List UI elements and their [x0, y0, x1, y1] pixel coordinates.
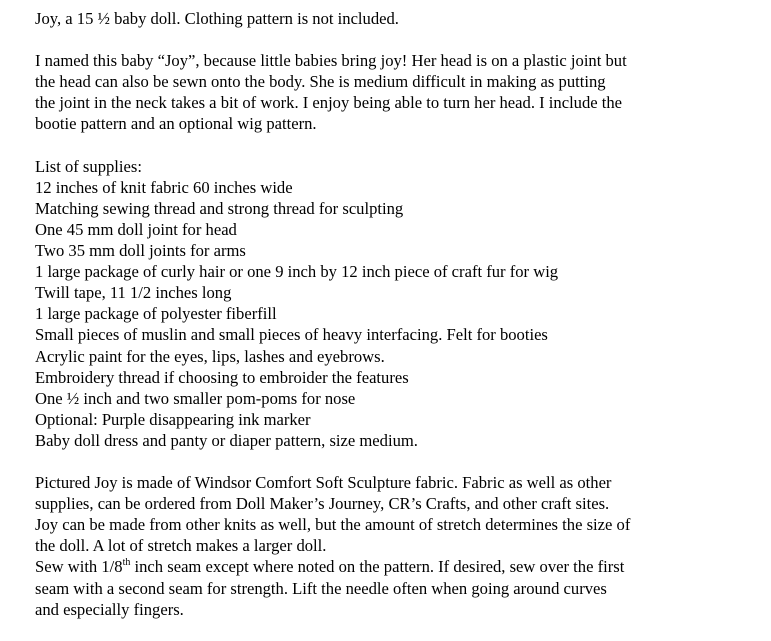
- paragraph-gap: [35, 135, 755, 156]
- description-line: the head can also be sewn onto the body. She is medium difficult in making as putting: [35, 72, 606, 92]
- sewing-text: inch seam except where noted on the pattern. If desired, sew over the first: [130, 557, 625, 577]
- fabric-line: supplies, can be ordered from Doll Maker’s Journey, CR’s Crafts, and other craft sites.: [35, 494, 610, 514]
- sewing-line: seam with a second seam for strength. Lift the needle often when going around curves: [35, 578, 607, 598]
- supply-item: Acrylic paint for the eyes, lips, lashes and eyebrows.: [35, 346, 385, 366]
- supply-item: 1 large package of polyester fiberfill: [35, 304, 277, 324]
- supply-item: One 45 mm doll joint for head: [35, 219, 237, 239]
- fabric-line: Pictured Joy is made of Windsor Comfort Soft Sculpture fabric. Fabric as well as other: [35, 473, 612, 493]
- paragraph-gap: [35, 451, 755, 472]
- supply-item: Matching sewing thread and strong thread for sculpting: [35, 198, 404, 218]
- sewing-paragraph: [35, 556, 755, 619]
- description-line: bootie pattern and an optional wig pattern.: [35, 114, 317, 134]
- supply-item: One ½ inch and two smaller pom-poms for nose: [35, 388, 356, 408]
- supply-item: Embroidery thread if choosing to embroider the features: [35, 367, 409, 387]
- intro-line: Joy, a 15 ½ baby doll. Clothing pattern is not included.: [35, 9, 399, 28]
- sewing-line: [35, 556, 755, 577]
- fabric-line: Joy can be made from other knits as well, but the amount of stretch determines the size of: [35, 515, 631, 535]
- supply-item: Optional: Purple disappearing ink marker: [35, 409, 311, 429]
- fabric-line: the doll. A lot of stretch makes a larger doll.: [35, 536, 327, 556]
- fabric-paragraph: [35, 472, 755, 556]
- description-line: I named this baby “Joy”, because little babies bring joy! Her head is on a plastic joint but: [35, 51, 627, 71]
- description-line: the joint in the neck takes a bit of work. I enjoy being able to turn her head. I include the: [35, 93, 623, 113]
- supplies-heading: List of supplies:: [35, 156, 142, 176]
- document-page: [35, 8, 755, 620]
- paragraph-gap: [35, 29, 755, 50]
- supply-item: Two 35 mm doll joints for arms: [35, 241, 246, 261]
- description-paragraph: [35, 50, 755, 134]
- superscript-th: th: [122, 556, 131, 568]
- supply-item: 12 inches of knit fabric 60 inches wide: [35, 177, 293, 197]
- supply-item: Twill tape, 11 1/2 inches long: [35, 283, 232, 303]
- sewing-text: Sew with 1/8: [35, 557, 123, 577]
- supply-item: 1 large package of curly hair or one 9 inch by 12 inch piece of craft fur for wig: [35, 262, 559, 282]
- supply-item: Baby doll dress and panty or diaper pattern, size medium.: [35, 430, 418, 450]
- sewing-line: and especially fingers.: [35, 599, 184, 619]
- supply-item: Small pieces of muslin and small pieces of heavy interfacing. Felt for booties: [35, 325, 548, 345]
- supplies-list: [35, 156, 755, 451]
